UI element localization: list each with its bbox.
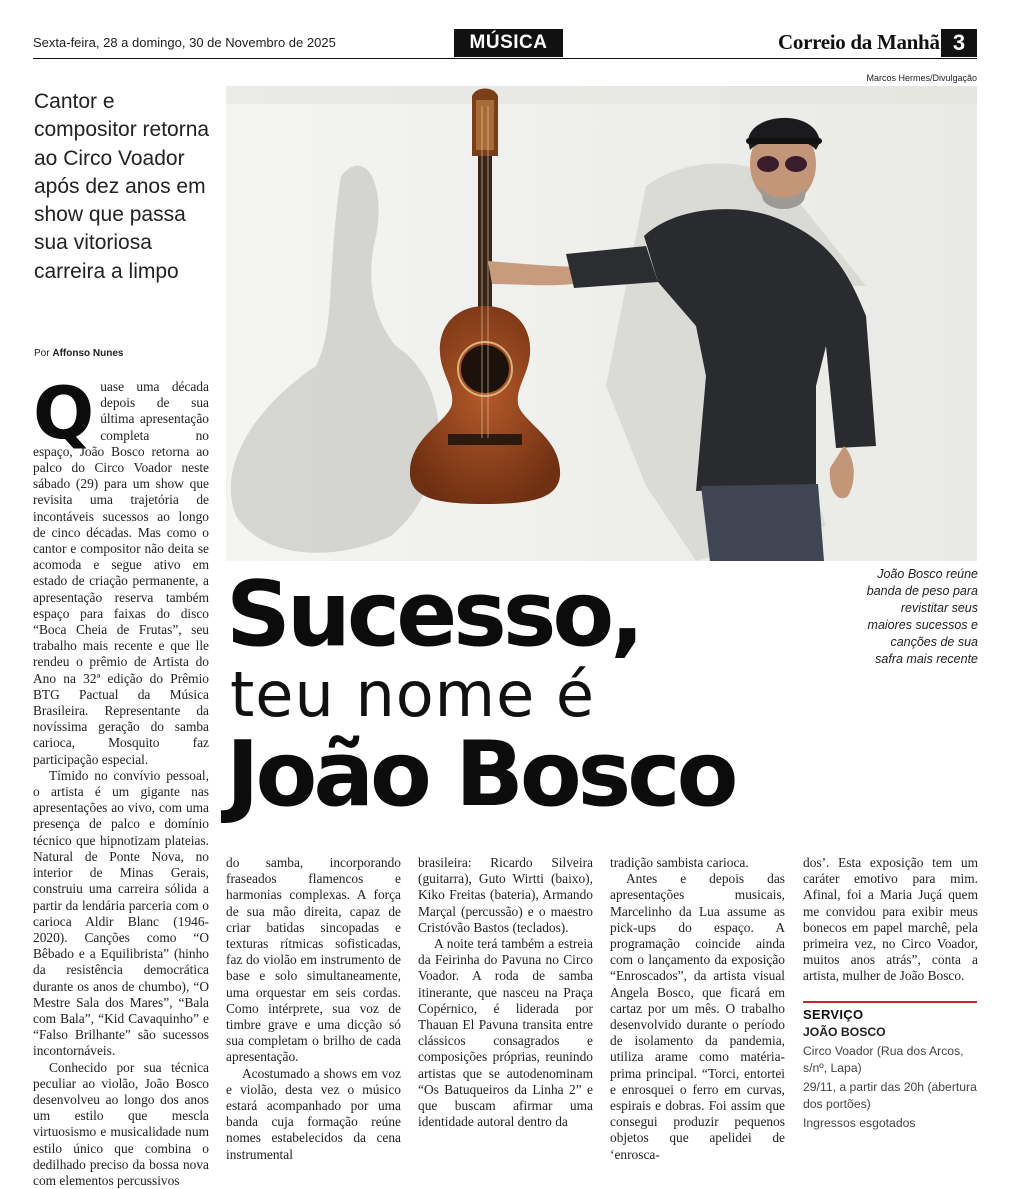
photo-caption: João Bosco reúne banda de peso para revistitar seus maiores sucessos e canções de sua safra mais recente bbox=[866, 567, 978, 666]
article-column-3 bbox=[418, 855, 593, 1130]
article-column-4 bbox=[610, 855, 785, 1162]
byline bbox=[34, 348, 123, 359]
header-rule bbox=[33, 58, 977, 59]
paragraph: Acostumado a shows em voz e violão, desta vez o músico estará acompanhado por uma banda cuja formação reúne nomes estabelecidos da cena instrumental bbox=[226, 1065, 401, 1162]
section-label: MÚSICA bbox=[454, 29, 563, 57]
byline-author: Affonso Nunes bbox=[52, 348, 124, 359]
issue-date: Sexta-feira, 28 a domingo, 30 de Novembro de 2025 bbox=[33, 35, 336, 50]
paragraph: Conhecido por sua técnica peculiar ao violão, João Bosco desenvolveu ao longo dos anos um estilo que mescla virtuosismo e musicalidade num estilo único que combina o dedilhado preciso da bossa nova com elementos percussivos bbox=[33, 1059, 209, 1188]
service-box bbox=[803, 1007, 979, 1135]
headline-line-3: João Bosco bbox=[226, 722, 735, 827]
article-column-5 bbox=[803, 855, 978, 995]
paragraph: A noite terá também a estreia da Feirinha do Pavuna no Circo Voador. A roda de samba itinerante, que nasceu na Praça Copérnico, é liderada por Thauan El Pavuna transita entre clássicos consagrados e composições próprias, reunindo artistas que se autodenominam “Os Batuqueiros da Linha 2” e que buscam afirmar uma identidade autoral dentro da bbox=[418, 936, 593, 1130]
headline-line-2: teu nome é bbox=[230, 658, 596, 731]
photo-credit: Marcos Hermes/Divulgação bbox=[866, 73, 977, 83]
paragraph: do samba, incorporando fraseados flamencos e harmonias complexas. A força de sua mão direita, capaz de criar batidas sincopadas e texturas rítmicas sofisticadas, faz do violão em instrumento de base e solo simultaneamente, uma orquestar em seis cordas. Como intérprete, sua voz de timbre grave e uma dicção só sua completam o brilho de cada apresentação. bbox=[226, 855, 401, 1065]
byline-prefix: Por bbox=[34, 348, 50, 359]
article-column-2 bbox=[226, 855, 401, 1162]
paragraph: brasileira: Ricardo Silveira (guitarra), Guto Wirtti (baixo), Kiko Freitas (bateria), Armando Marçal (percussão) e o maestro Cristóvão Bastos (teclados). bbox=[418, 855, 593, 935]
service-schedule: 29/11, a partir das 20h (abertura dos portões) bbox=[803, 1080, 977, 1111]
service-tickets: Ingressos esgotados bbox=[803, 1116, 916, 1130]
page-number: 3 bbox=[941, 29, 977, 57]
headline-line-1: Sucesso, bbox=[226, 562, 641, 667]
paragraph: uase uma década depois de sua última apresentação completa no espaço, João Bosco retorna ao palco do Circo Voador neste sábado (29) para um show que revisita uma trajetória de incontáveis sucessos ao longo de cinco décadas. Mas como o cantor e compositor não deita se acomoda e segue ativo em estado de criação permanente, a apresentação reserva também espaço para faixas do disco “Boca Cheia de Frutas”, seu trabalho mais recente e que lle rendeu o prêmio de Artista do Ano na 32ª edição do Prêmio BTG Pactual da Música Brasileira. Representante da novíssima geração do samba carioca, Mosquito faz participação especial. bbox=[33, 379, 209, 767]
drop-cap: Q bbox=[33, 371, 95, 455]
paragraph: dos’. Esta exposição tem um caráter emotivo para mim. Afinal, foi a Maria Juçá quem me convidou para exibir meus bonecos em papel marchê, pela primeira vez, no Circo Voador, muitos anos atrás”, conta a artista, mulher de João Bosco. bbox=[803, 855, 978, 984]
service-title: SERVIÇO bbox=[803, 1007, 864, 1022]
service-rule bbox=[803, 1001, 977, 1003]
article-column-1 bbox=[33, 371, 209, 1188]
service-event-name: JOÃO BOSCO bbox=[803, 1024, 886, 1039]
newspaper-logo: Correio da Manhã bbox=[778, 30, 940, 54]
paragraph: Antes e depois das apresentações musicais, Marcelinho da Lua assume as pick-ups do espaço. A programação coincide ainda com o lançamento da exposição “Enroscados”, da artista visual Angela Bosco, que ficará em cartaz por um mês. O trabalho desenvolvido durante o período de isolamento da pandemia, utiliza arame como matéria-prima principal. “Torci, entortei e enrosquei o ferro em curvas, espirais e dobras. Foi assim que consegui produzir pequenos objetos que apelidei de ‘enrosca- bbox=[610, 871, 785, 1162]
paragraph: tradição sambista carioca. bbox=[610, 855, 749, 870]
service-venue: Circo Voador (Rua dos Arcos, s/nº, Lapa) bbox=[803, 1044, 964, 1075]
article-deck: Cantor e compositor retorna ao Circo Voador após dez anos em show que passa sua vitoriosa carreira a limpo bbox=[34, 90, 210, 283]
article-photo bbox=[226, 86, 977, 561]
photo-illustration bbox=[226, 86, 977, 561]
paragraph: Tímido no convívio pessoal, o artista é um gigante nas apresentações ao vivo, com uma presença de palco e domínio técnico que hipnotizam plateias. Natural de Ponte Nova, no interior de Minas Gerais, construiu uma carreira sólida a partir da lendária parceria com o carioca Aldir Blanc (1946-2020). Canções como “O Bêbado e a Equilibrista” (hinho da resistência democrática durante os anos de chumbo), “O Mestre Sala dos Mares”, “Bala com Bala”, “Kid Cavaquinho” e “Falso Brilhante” são sucessos incontornáveis. bbox=[33, 767, 209, 1059]
